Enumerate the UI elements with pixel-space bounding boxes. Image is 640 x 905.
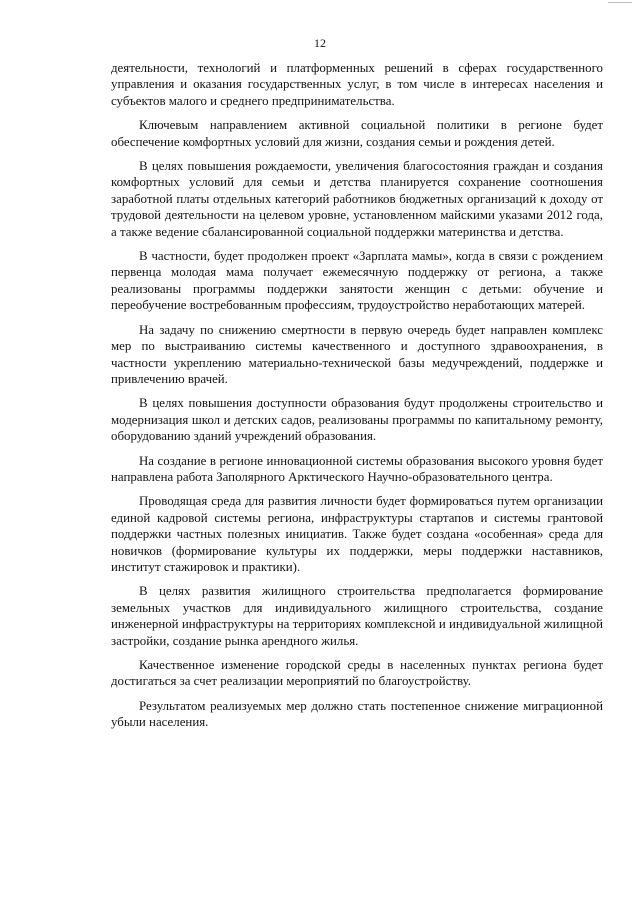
paragraph-social-policy: Ключевым направлением активной социальной политики в регионе будет обеспечение комфортных условий для жизни, создания семьи и рождения детей. [111,118,603,149]
paragraph-migration: Результатом реализуемых мер должно стать постепенное снижение миграционной убыли населения. [111,698,603,730]
scan-mark [608,2,632,3]
document-body [111,60,603,739]
paragraph-urban-environment: Качественное изменение городской среды в населенных пунктах региона будет достигаться за счет реализации мероприятий по благоустройству. [111,658,603,689]
paragraph-housing: В целях развития жилищного строительства предполагается формирование земельных участков для индивидуального жилищного строительства, создание инженерной инфраструктуры на территориях комплексной и индивидуальной жилищной застройки, создание рынка арендного жилья. [111,584,603,648]
paragraph-continuation: деятельности, технологий и платформенных решений в сферах государственного управления и оказания государственных услуг, в том числе в интересах населения и субъектов малого и среднего предпринимательства. [111,61,603,108]
page-number: 12 [314,36,326,50]
paragraph-education-access: В целях повышения доступности образования будут продолжены строительство и модернизация школ и детских садов, реализованы программы по капитальному ремонту, оборудованию зданий учреждений образования. [111,396,603,444]
paragraph-mom-salary: В частности, будет продолжен проект «Зарплата мамы», когда в связи с рождением первенца молодая мама получает ежемесячную поддержку от региона, а также реализованы программы поддержки занятости женщин с детьми: обучение и переобучение востребованным профессиям, трудоустройство неработающих матерей. [111,249,603,313]
paragraph-mortality: На задачу по снижению смертности в первую очередь будет направлен комплекс мер по выстраиванию системы качественного и доступного здравоохранения, в частности укреплению материально-технической базы медучреждений, поддержке и привлечению врачей. [111,322,603,386]
paragraph-personal-development: Проводящая среда для развития личности будет формироваться путем организации единой кадровой системы региона, инфраструктуры стартапов и системы грантовой поддержки частных полезных инициатив. Также будет создана «особенная» среда для новичков (формирование культуры их поддержки, меры поддержки наставников, институт стажировок и практики). [111,494,603,574]
paragraph-innovation-education: На создание в регионе инновационной системы образования высокого уровня будет направлена работа Заполярного Арктического Научно-образовательного центра. [111,453,603,484]
paragraph-birth-rate: В целях повышения рождаемости, увеличения благосостояния граждан и создания комфортных условий для семьи и детства планируется сохранение соотношения заработной платы отдельных категорий работников бюджетных организаций к доходу от трудовой деятельности на целевом уровне, установленном майскими указами 2012 года, а также ведение сбалансированной социальной поддержки материнства и детства. [111,159,603,239]
